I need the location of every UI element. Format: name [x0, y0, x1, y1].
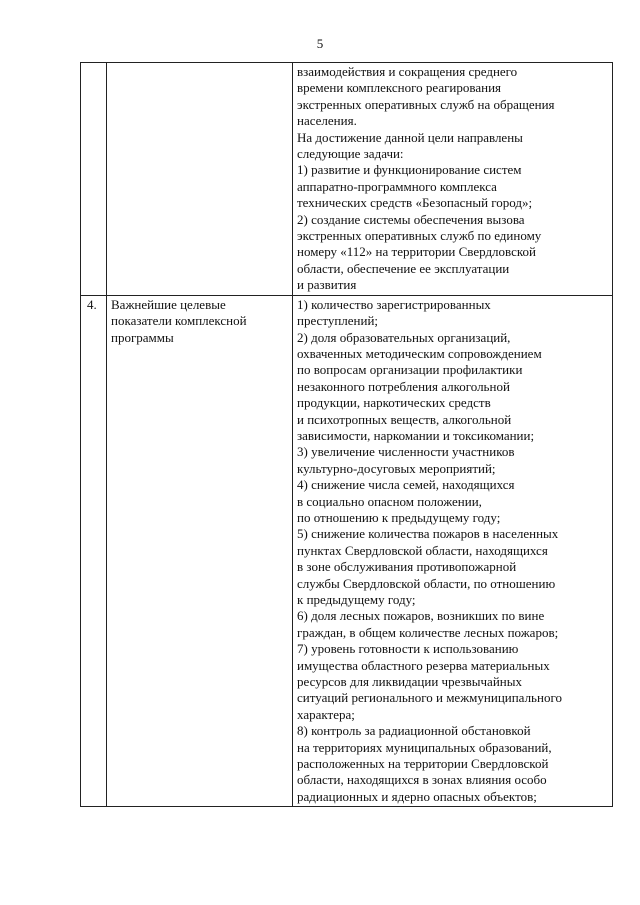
text-line: зависимости, наркомании и токсикомании;: [297, 427, 535, 443]
table-row: [81, 63, 613, 296]
text-line: к предыдущему году;: [297, 592, 416, 607]
row-number-cell: [81, 63, 107, 296]
text-line: показатели комплексной: [111, 313, 247, 329]
text-line: в зоне обслуживания противопожарной: [297, 559, 517, 575]
text-line: продукции, наркотических средств: [297, 395, 491, 411]
text-line: 3) увеличение численности участников: [297, 444, 515, 460]
text-line: Важнейшие целевые: [111, 296, 226, 312]
text-line: имущества областного резерва материальных: [297, 657, 550, 673]
text-line: аппаратно-программного комплекса: [297, 178, 497, 194]
text-line: экстренных оперативных служб по единому: [297, 228, 542, 244]
row-number-cell: 4.: [81, 295, 107, 807]
text-line: следующие задачи:: [297, 146, 404, 162]
row-name-cell: [107, 295, 293, 807]
text-line: на территориях муниципальных образований,: [297, 739, 552, 755]
text-line: граждан, в общем количестве лесных пожаров;: [297, 624, 559, 640]
text-line: и психотропных веществ, алкогольной: [297, 411, 512, 427]
text-line: 1) развитие и функционирование систем: [297, 162, 522, 178]
row-content-cell: [293, 295, 613, 807]
text-line: незаконного потребления алкогольной: [297, 378, 510, 394]
text-line: экстренных оперативных служб на обращения: [297, 96, 555, 112]
text-line: 7) уровень готовности к использованию: [297, 641, 519, 657]
text-line: 1) количество зарегистрированных: [297, 296, 491, 312]
text-line: по вопросам организации профилактики: [297, 362, 523, 378]
text-line: охваченных методическим сопровождением: [297, 345, 542, 361]
page-number: 5: [316, 36, 324, 51]
text-line: 2) доля образовательных организаций,: [297, 329, 511, 345]
text-line: программы: [111, 329, 174, 345]
text-line: в социально опасном положении,: [297, 493, 482, 509]
program-passport-table: [80, 62, 613, 807]
text-line: по отношению к предыдущему году;: [297, 509, 501, 525]
text-line: ситуаций регионального и межмуниципального: [297, 690, 562, 706]
text-line: взаимодействия и сокращения среднего: [297, 64, 518, 79]
row-name-cell: [107, 63, 293, 296]
text-line: 6) доля лесных пожаров, возникших по вине: [297, 608, 545, 624]
text-line: преступлений;: [297, 313, 379, 329]
text-line: расположенных на территории Свердловской: [297, 756, 549, 772]
text-line: 8) контроль за радиационной обстановкой: [297, 723, 531, 739]
row-content-cell: [293, 63, 613, 296]
text-line: радиационных и ядерно опасных объектов;: [297, 788, 537, 804]
text-line: 4) снижение числа семей, находящихся: [297, 477, 515, 493]
text-line: области, обеспечение ее эксплуатации: [297, 260, 510, 276]
text-line: области, находящихся в зонах влияния особо: [297, 772, 547, 788]
text-line: культурно-досуговых мероприятий;: [297, 460, 496, 476]
text-line: 2) создание системы обеспечения вызова: [297, 211, 525, 227]
text-line: населения.: [297, 113, 357, 129]
text-line: На достижение данной цели направлены: [297, 129, 523, 145]
text-line: и развития: [297, 277, 357, 293]
text-line: ресурсов для ликвидации чрезвычайных: [297, 674, 522, 690]
text-line: характера;: [297, 706, 355, 722]
text-line: пунктах Свердловской области, находящихся: [297, 542, 548, 558]
table-row: [81, 295, 613, 807]
text-line: номеру «112» на территории Свердловской: [297, 244, 536, 260]
text-line: службы Свердловской области, по отношению: [297, 575, 556, 591]
text-line: технических средств «Безопасный город»;: [297, 195, 533, 211]
text-line: времени комплексного реагирования: [297, 80, 502, 96]
text-line: 5) снижение количества пожаров в населенных: [297, 526, 559, 542]
